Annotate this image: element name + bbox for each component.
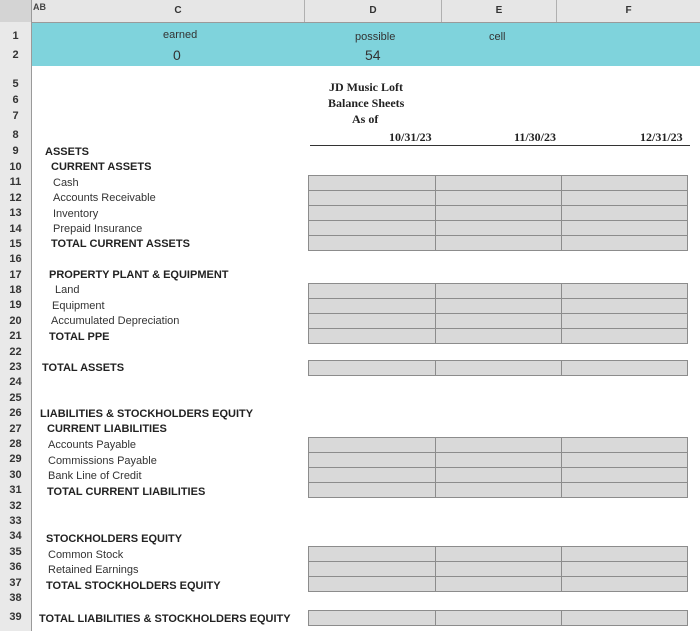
possible-value[interactable]: 54 [365, 47, 381, 63]
company-name: JD Music Loft [329, 80, 403, 94]
input-cell[interactable] [308, 298, 436, 314]
row-number[interactable]: 25 [9, 392, 22, 404]
input-cell[interactable] [308, 467, 436, 483]
input-cell[interactable] [561, 546, 688, 562]
label-accumulated-depreciation: Accumulated Depreciation [51, 315, 180, 327]
input-cell[interactable] [561, 561, 688, 577]
input-cell[interactable] [435, 220, 562, 236]
row-number[interactable]: 32 [9, 500, 22, 512]
input-cell[interactable] [308, 561, 436, 577]
date-header-1[interactable]: 10/31/23 [389, 130, 432, 144]
grid-stockholders-equity [308, 546, 688, 594]
label-equipment: Equipment [52, 300, 105, 312]
row-number[interactable]: 12 [9, 192, 22, 204]
grid-current-liabilities [308, 437, 688, 500]
row-number[interactable]: 31 [9, 484, 22, 496]
input-cell[interactable] [561, 467, 688, 483]
input-cell[interactable] [308, 360, 436, 376]
row-number[interactable]: 33 [9, 515, 22, 527]
label-total-ppe: TOTAL PPE [49, 331, 110, 343]
input-cell[interactable] [561, 360, 688, 376]
row-number[interactable]: 10 [9, 161, 22, 173]
input-cell[interactable] [435, 298, 562, 314]
report-title: Balance Sheets [328, 96, 405, 110]
input-cell[interactable] [561, 283, 688, 299]
input-cell[interactable] [435, 205, 562, 221]
row-number[interactable]: 20 [9, 315, 22, 327]
row-number[interactable]: 26 [9, 407, 22, 419]
column-header-e[interactable]: E [442, 0, 557, 22]
row-number[interactable]: 1 [12, 30, 19, 42]
input-cell[interactable] [561, 298, 688, 314]
row-number[interactable]: 29 [9, 453, 22, 465]
row-number[interactable]: 7 [12, 110, 19, 122]
score-header-band [32, 23, 700, 66]
row-number[interactable]: 14 [9, 223, 22, 235]
input-cell[interactable] [435, 437, 562, 453]
date-header-2[interactable]: 11/30/23 [514, 130, 557, 144]
input-cell[interactable] [308, 546, 436, 562]
cell-label: cell [489, 31, 506, 43]
input-cell[interactable] [561, 175, 688, 191]
input-cell[interactable] [435, 283, 562, 299]
row-number[interactable]: 36 [9, 561, 22, 573]
row-number[interactable]: 18 [9, 284, 22, 296]
label-current-assets: CURRENT ASSETS [51, 161, 152, 173]
input-cell[interactable] [561, 205, 688, 221]
input-cell[interactable] [308, 205, 436, 221]
row-number[interactable]: 2 [12, 49, 19, 61]
column-header-f[interactable]: F [625, 5, 632, 16]
input-cell[interactable] [308, 235, 436, 251]
input-cell[interactable] [435, 175, 562, 191]
input-cell[interactable] [308, 610, 436, 626]
input-cell[interactable] [435, 235, 562, 251]
label-bank-line-of-credit: Bank Line of Credit [48, 470, 142, 482]
row-number[interactable]: 9 [12, 145, 19, 157]
label-common-stock: Common Stock [48, 549, 124, 561]
grid-total-assets [308, 360, 688, 376]
input-cell[interactable] [435, 190, 562, 206]
row-number[interactable]: 22 [9, 346, 22, 358]
input-cell[interactable] [308, 220, 436, 236]
input-cell[interactable] [561, 482, 688, 498]
row-number[interactable]: 27 [9, 423, 22, 435]
input-cell[interactable] [435, 360, 562, 376]
input-cell[interactable] [308, 482, 436, 498]
input-cell[interactable] [561, 235, 688, 251]
input-cell[interactable] [561, 437, 688, 453]
row-number[interactable]: 23 [9, 361, 22, 373]
row-number[interactable]: 34 [9, 530, 22, 542]
row-number[interactable]: 37 [9, 577, 22, 589]
column-header-d[interactable]: D [305, 0, 442, 22]
date-underline [310, 145, 690, 146]
possible-label: possible [355, 31, 396, 43]
select-all-corner[interactable] [0, 0, 46, 22]
label-current-liabilities: CURRENT LIABILITIES [47, 423, 167, 435]
label-inventory: Inventory [53, 208, 99, 220]
row-number[interactable]: 21 [9, 330, 22, 342]
row-number[interactable]: 35 [9, 546, 22, 558]
label-accounts-payable: Accounts Payable [48, 439, 137, 451]
as-of-label: As of [352, 112, 379, 126]
input-cell[interactable] [435, 467, 562, 483]
row-number[interactable]: 6 [12, 94, 19, 106]
input-cell[interactable] [435, 482, 562, 498]
label-liabilities-equity: LIABILITIES & STOCKHOLDERS EQUITY [40, 408, 254, 420]
row-number[interactable]: 11 [9, 176, 22, 188]
label-stockholders-equity: STOCKHOLDERS EQUITY [46, 533, 183, 545]
earned-value[interactable]: 0 [173, 47, 181, 63]
earned-label: earned [163, 29, 198, 41]
row-number[interactable]: 13 [9, 207, 22, 219]
input-cell[interactable] [561, 313, 688, 329]
grid-total-liabilities-se [308, 610, 688, 626]
label-prepaid-insurance: Prepaid Insurance [53, 223, 143, 235]
row-number[interactable]: 30 [9, 469, 22, 481]
input-cell[interactable] [561, 452, 688, 468]
label-total-current-assets: TOTAL CURRENT ASSETS [51, 238, 190, 250]
input-cell[interactable] [308, 175, 436, 191]
row-header-column [0, 22, 32, 631]
row-number[interactable]: 24 [9, 376, 22, 388]
input-cell[interactable] [435, 313, 562, 329]
input-cell[interactable] [435, 452, 562, 468]
label-cash: Cash [53, 177, 79, 189]
input-cell[interactable] [561, 328, 688, 344]
label-total-liabilities-se: TOTAL LIABILITIES & STOCKHOLDERS EQUITY [39, 613, 291, 625]
row-number[interactable]: 15 [9, 238, 22, 250]
input-cell[interactable] [435, 610, 562, 626]
row-number[interactable]: 16 [9, 253, 22, 265]
row-number[interactable]: 38 [9, 592, 22, 604]
date-header-3[interactable]: 12/31/23 [640, 130, 683, 144]
input-cell[interactable] [308, 328, 436, 344]
input-cell[interactable] [561, 190, 688, 206]
label-accounts-receivable: Accounts Receivable [53, 192, 156, 204]
label-retained-earnings: Retained Earnings [48, 564, 139, 576]
column-header-row [0, 0, 700, 23]
input-cell[interactable] [308, 437, 436, 453]
input-cell[interactable] [561, 576, 688, 592]
row-number[interactable]: 19 [9, 299, 22, 311]
input-cell[interactable] [435, 546, 562, 562]
row-number[interactable]: 39 [9, 611, 22, 623]
input-cell[interactable] [308, 576, 436, 592]
input-cell[interactable] [308, 313, 436, 329]
row-number[interactable]: 5 [12, 78, 19, 90]
label-total-assets: TOTAL ASSETS [42, 362, 125, 374]
label-assets: ASSETS [45, 146, 90, 158]
label-total-current-liabilities: TOTAL CURRENT LIABILITIES [47, 486, 206, 498]
input-cell[interactable] [435, 576, 562, 592]
row-number[interactable]: 17 [9, 269, 22, 281]
input-cell[interactable] [561, 610, 688, 626]
label-commissions-payable: Commissions Payable [48, 455, 157, 467]
grid-current-assets [308, 175, 688, 253]
row-number[interactable]: 8 [12, 129, 19, 141]
input-cell[interactable] [435, 328, 562, 344]
row-number[interactable]: 28 [9, 438, 22, 450]
label-land: Land [55, 284, 80, 296]
input-cell[interactable] [308, 452, 436, 468]
input-cell[interactable] [308, 283, 436, 299]
input-cell[interactable] [435, 561, 562, 577]
label-total-stockholders-equity: TOTAL STOCKHOLDERS EQUITY [46, 580, 221, 592]
input-cell[interactable] [308, 190, 436, 206]
input-cell[interactable] [561, 220, 688, 236]
column-header-c[interactable]: C [52, 0, 305, 22]
grid-ppe [308, 283, 688, 346]
corner-label: AB [33, 2, 46, 12]
label-ppe: PROPERTY PLANT & EQUIPMENT [49, 269, 229, 281]
